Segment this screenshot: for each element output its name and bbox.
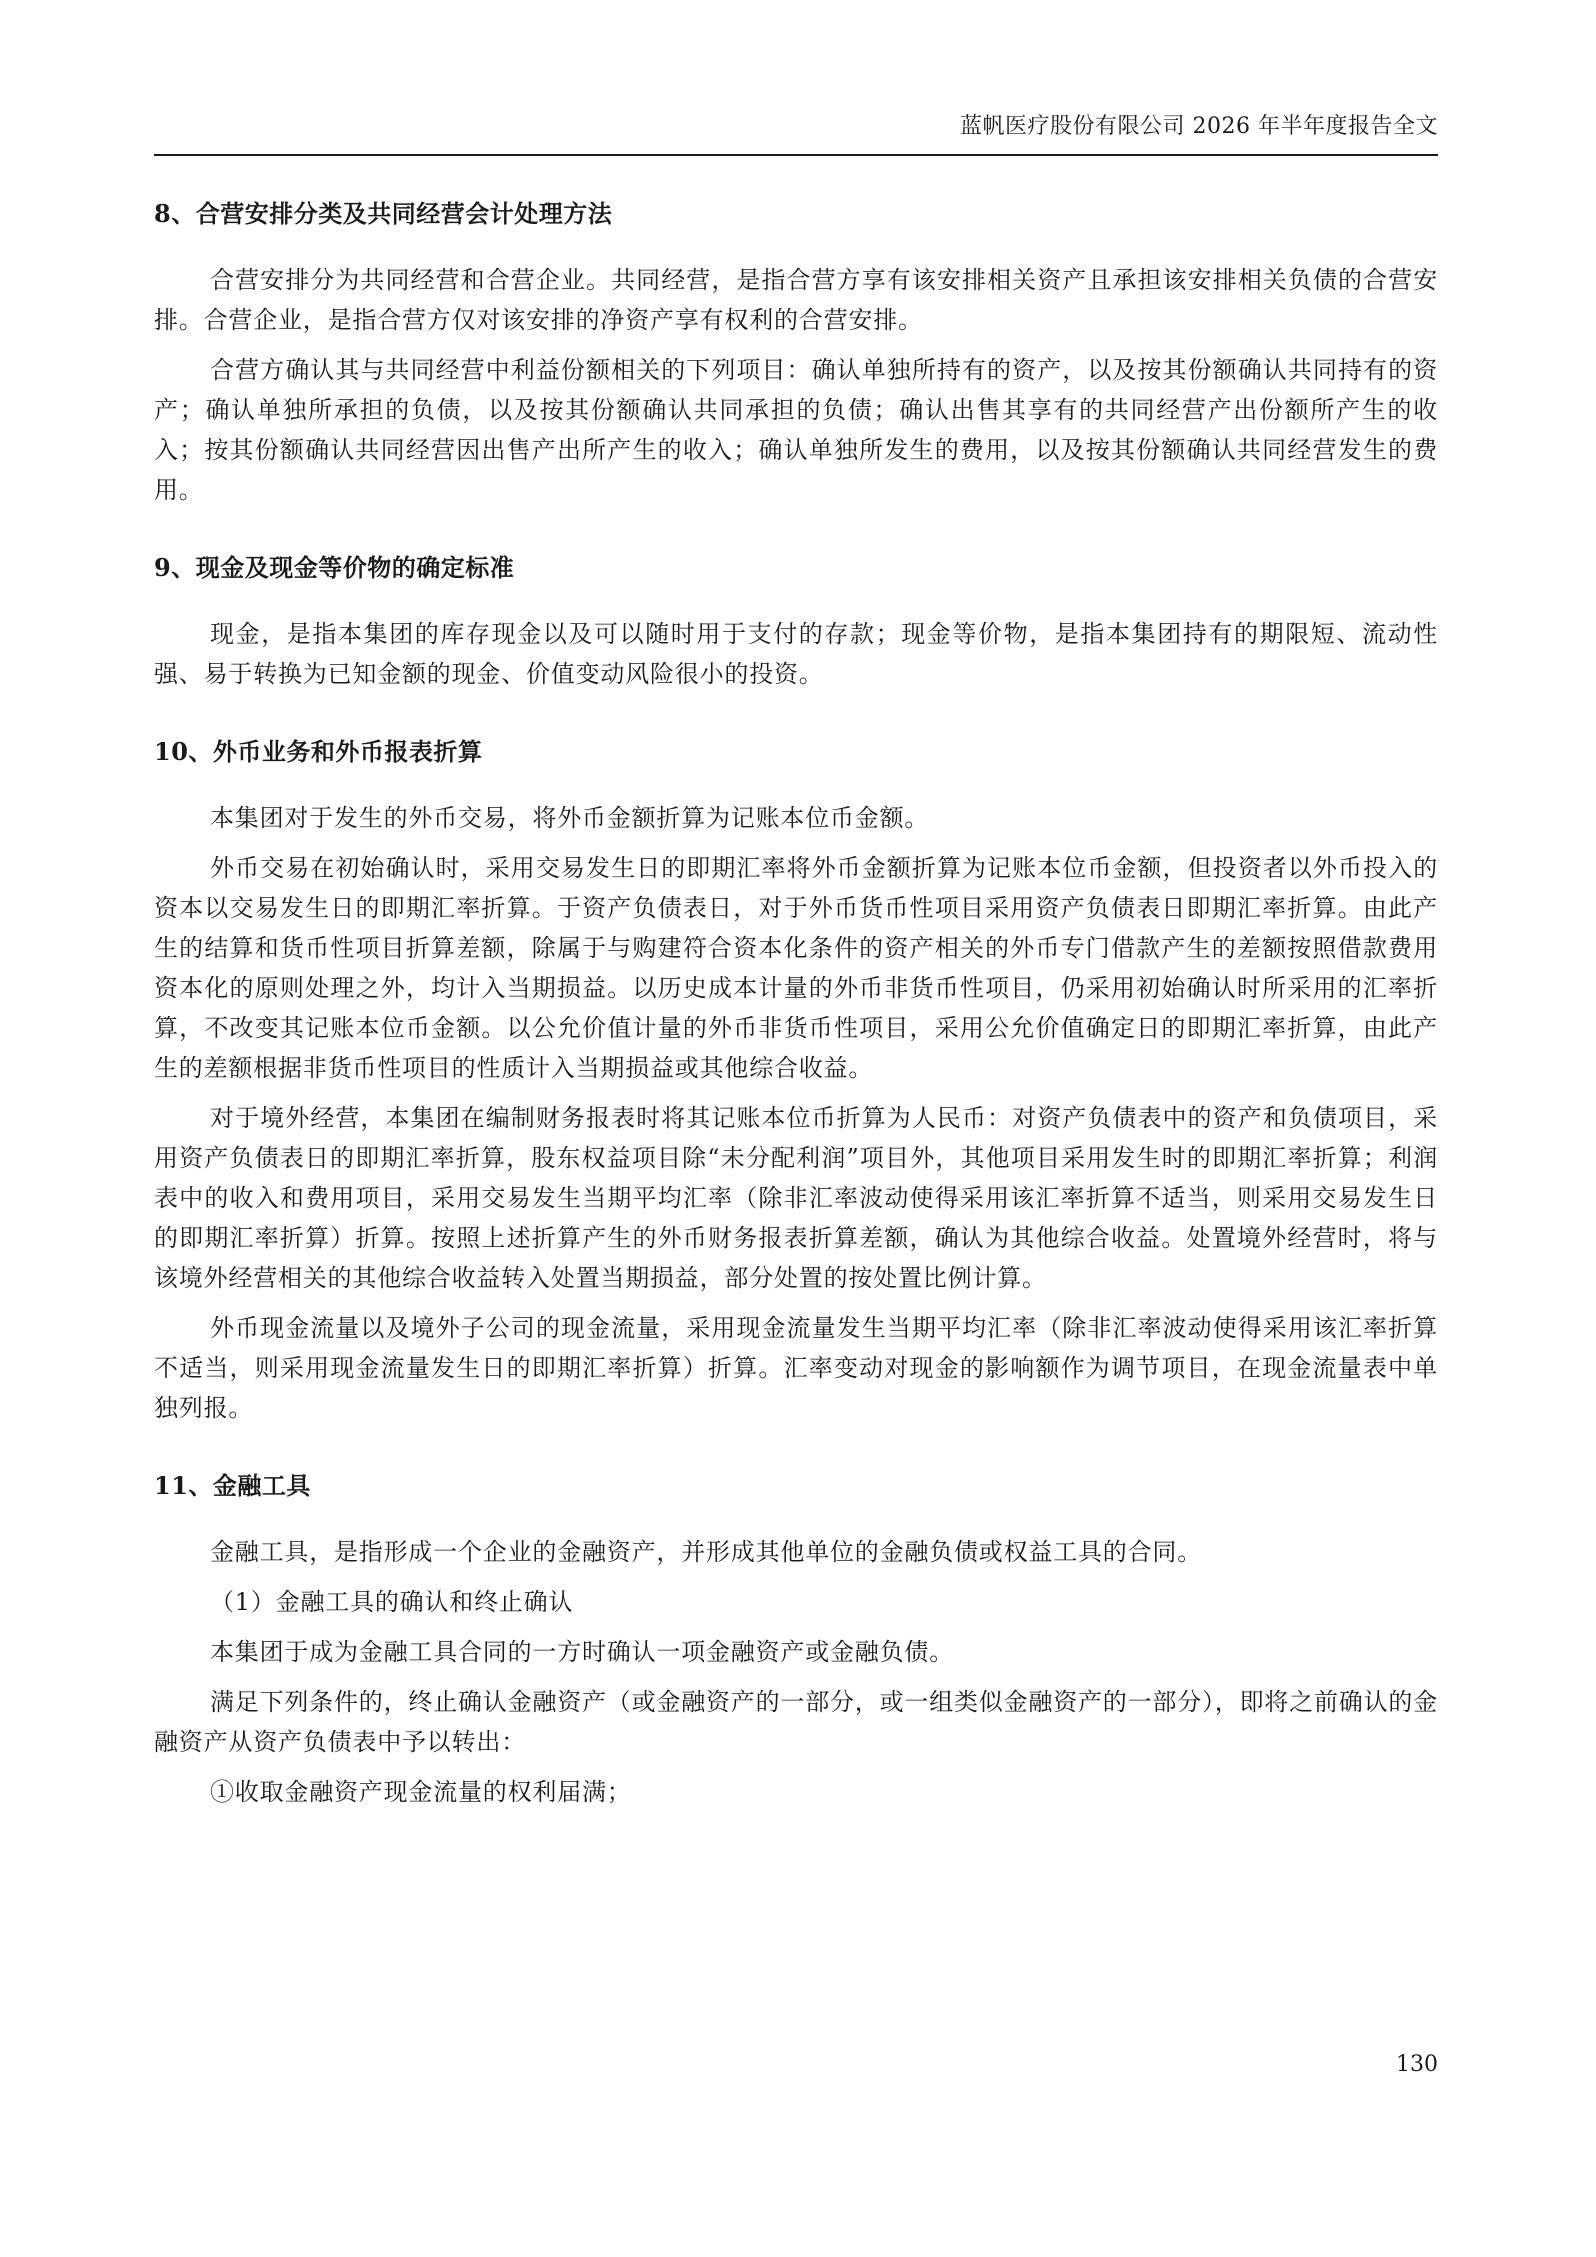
paragraph: 满足下列条件的，终止确认金融资产（或金融资产的一部分，或一组类似金融资产的一部分），即将之前确认的金融资产从资产负债表中予以转出： [154, 1688, 1438, 1756]
section-spacer [154, 520, 1438, 548]
section-spacer [154, 704, 1438, 732]
paragraph: 本集团于成为金融工具合同的一方时确认一项金融资产或金融负债。 [210, 1638, 954, 1666]
list-item: ①收取金融资产现金流量的权利届满； [210, 1778, 632, 1806]
sub-heading: （1）金融工具的确认和终止确认 [210, 1588, 574, 1616]
paragraph: 外币现金流量以及境外子公司的现金流量，采用现金流量发生当期平均汇率（除非汇率波动使得采用该汇率折算不适当，则采用现金流量发生日的即期汇率折算）折算。汇率变动对现金的影响额作为调节项目，在现金流量表中单独列报。 [154, 1314, 1438, 1422]
section-spacer [154, 1438, 1438, 1466]
section-financial-instruments [154, 1466, 1438, 1812]
paragraph: 本集团对于发生的外币交易，将外币金额折算为记账本位币金额。 [210, 804, 930, 832]
paragraph: 现金，是指本集团的库存现金以及可以随时用于支付的存款；现金等价物，是指本集团持有的期限短、流动性强、易于转换为已知金额的现金、价值变动风险很小的投资。 [154, 620, 1438, 688]
header-divider [154, 154, 1438, 156]
paragraph: 合营方确认其与共同经营中利益份额相关的下列项目：确认单独所持有的资产，以及按其份额确认共同持有的资产；确认单独所承担的负债，以及按其份额确认共同承担的负债；确认出售其享有的共同经营产出份额所产生的收入；按其份额确认共同经营因出售产出所产生的收入；确认单独所发生的费用，以及按其份额确认共同经营发生的费用。 [154, 356, 1438, 504]
section-heading: 8、合营安排分类及共同经营会计处理方法 [154, 199, 613, 228]
page-number: 130 [1396, 2052, 1438, 2077]
section-heading: 11、金融工具 [154, 1471, 311, 1500]
section-joint-arrangements [154, 194, 1438, 510]
paragraph: 合营安排分为共同经营和合营企业。共同经营，是指合营方享有该安排相关资产且承担该安排相关负债的合营安排。合营企业，是指合营方仅对该安排的净资产享有权利的合营安排。 [154, 266, 1438, 334]
section-heading: 9、现金及现金等价物的确定标准 [154, 553, 515, 582]
paragraph: 金融工具，是指形成一个企业的金融资产，并形成其他单位的金融负债或权益工具的合同。 [210, 1538, 1202, 1566]
section-cash-equivalents [154, 548, 1438, 694]
page-body [154, 194, 1438, 1822]
paragraph: 对于境外经营，本集团在编制财务报表时将其记账本位币折算为人民币：对资产负债表中的资产和负债项目，采用资产负债表日的即期汇率折算，股东权益项目除“未分配利润”项目外，其他项目采用发生时的即期汇率折算；利润表中的收入和费用项目，采用交易发生当期平均汇率（除非汇率波动使得采用该汇率折算不适当，则采用交易发生日的即期汇率折算）折算。按照上述折算产生的外币财务报表折算差额，确认为其他综合收益。处置境外经营时，将与该境外经营相关的其他综合收益转入处置当期损益，部分处置的按处置比例计算。 [154, 1104, 1438, 1292]
paragraph: 外币交易在初始确认时，采用交易发生日的即期汇率将外币金额折算为记账本位币金额，但投资者以外币投入的资本以交易发生日的即期汇率折算。于资产负债表日，对于外币货币性项目采用资产负债表日即期汇率折算。由此产生的结算和货币性项目折算差额，除属于与购建符合资本化条件的资产相关的外币专门借款产生的差额按照借款费用资本化的原则处理之外，均计入当期损益。以历史成本计量的外币非货币性项目，仍采用初始确认时所采用的汇率折算，不改变其记账本位币金额。以公允价值计量的外币非货币性项目，采用公允价值确定日的即期汇率折算，由此产生的差额根据非货币性项目的性质计入当期损益或其他综合收益。 [154, 854, 1438, 1082]
section-heading: 10、外币业务和外币报表折算 [154, 737, 483, 766]
running-header: 蓝帆医疗股份有限公司 2026 年半年度报告全文 [960, 114, 1438, 139]
section-foreign-currency [154, 732, 1438, 1428]
